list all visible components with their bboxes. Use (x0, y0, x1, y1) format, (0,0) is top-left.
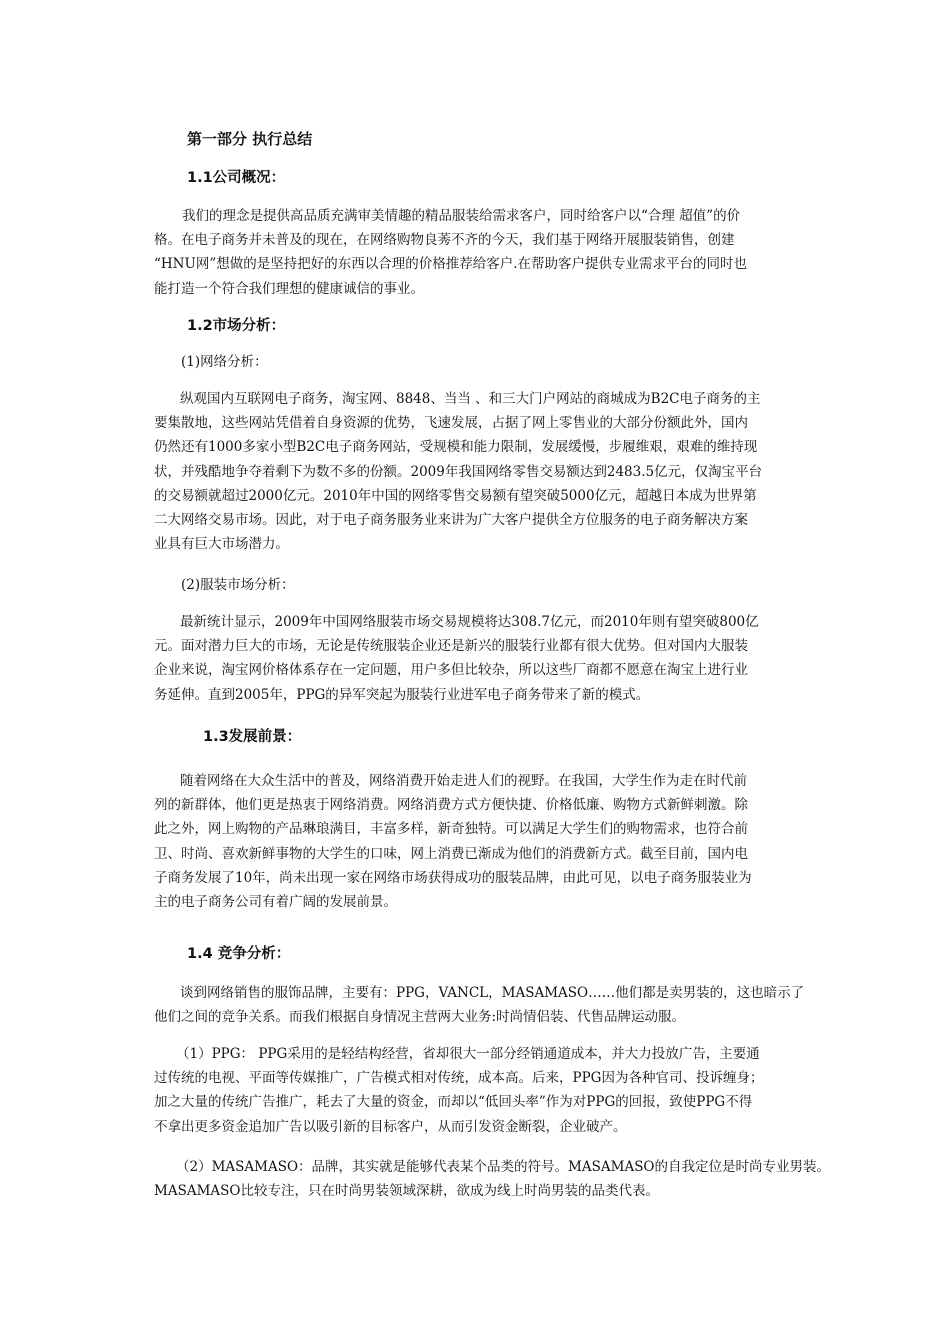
network-analysis-paragraph (154, 387, 814, 556)
text-line: 主的电子商务公司有着广阔的发展前景。 (154, 893, 397, 910)
text-line: MASAMASO比较专注，只在时尚男装领域深耕，欲成为线上时尚男装的品类代表。 (154, 1183, 659, 1200)
network-analysis-subheading: (1)网络分析： (181, 354, 268, 370)
section-1-2-heading: 1.2市场分析： (187, 318, 286, 334)
text-line: 此之外，网上购物的产品琳琅满目，丰富多样，新奇独特。可以满足大学生们的购物需求，也符合前 (154, 821, 748, 838)
text-line: 子商务发展了10年，尚未出现一家在网络市场获得成功的服装品牌，由此可见，以电子商务服装业为 (154, 869, 752, 886)
text-line: “HNU网”想做的是坚持把好的东西以合理的价格推荐给客户.在帮助客户提供专业需求平台的同时也 (154, 256, 748, 273)
text-line: 列的新群体，他们更是热衷于网络消费。网络消费方式方便快捷、价格低廉、购物方式新鲜刺激。除 (154, 797, 748, 814)
section-1-1-heading: 1.1公司概况： (187, 170, 286, 186)
text-line: 过传统的电视、平面等传媒推广，广告模式相对传统，成本高。后来，PPG因为各种官司、投诉缠身； (154, 1070, 764, 1087)
text-line: 谈到网络销售的服饰品牌，主要有：PPG，VANCL，MASAMASO……他们都是卖男装的，这也暗示了 (180, 985, 805, 1001)
text-line: 格。在电子商务并未普及的现在，在网络购物良莠不齐的今天，我们基于网络开展服装销售，创建 (154, 232, 735, 249)
text-line: （2）MASAMASO：品牌，其实就是能够代表某个品类的符号。MASAMASO的自我定位是时尚专业男装。 (176, 1159, 831, 1175)
masamaso-paragraph (154, 1155, 831, 1203)
text-line: 要集散地，这些网站凭借着自身资源的优势，飞速发展，占据了网上零售业的大部分份额此外，国内 (154, 415, 748, 432)
text-line: 他们之间的竞争关系。而我们根据自身情况主营两大业务:时尚情侣装、代售品牌运动服。 (154, 1009, 686, 1026)
text-line: 务延伸。直到2005年，PPG的异军突起为服装行业进军电子商务带来了新的模式。 (154, 686, 650, 703)
text-line: 纵观国内互联网电子商务，淘宝网、8848、当当 、和三大门户网站的商城成为B2C电子商务的主 (180, 391, 761, 407)
text-line: 业具有巨大市场潜力。 (154, 536, 289, 553)
page-title: 第一部分 执行总结 (187, 130, 313, 148)
text-line: 加之大量的传统广告推广，耗去了大量的资金，而却以“低回头率”作为对PPG的回报，致使PPG不得 (154, 1094, 753, 1111)
apparel-market-subheading: (2)服装市场分析： (181, 577, 295, 593)
text-line: 我们的理念是提供高品质充满审美情趣的精品服装给需求客户，同时给客户以“合理 超值”的价 (182, 208, 741, 224)
section-1-4-heading: 1.4 竞争分析： (187, 946, 291, 962)
apparel-market-paragraph (154, 610, 814, 707)
competition-intro-paragraph (154, 981, 814, 1029)
text-line: 二大网络交易市场。因此，对于电子商务服务业来讲为广大客户提供全方位服务的电子商务解决方案 (154, 511, 748, 528)
text-line: （1）PPG： PPG采用的是轻结构经营，省却很大一部分经销通道成本，并大力投放广告，主要通 (176, 1046, 760, 1062)
text-line: 仍然还有1000多家小型B2C电子商务网站，受规模和能力限制，发展缓慢，步履维艰，艰难的维持现 (154, 439, 758, 456)
text-line: 能打造一个符合我们理想的健康诚信的事业。 (154, 280, 424, 297)
text-line: 元。面对潜力巨大的市场，无论是传统服装企业还是新兴的服装行业都有很大优势。但对国内大服装 (154, 638, 748, 655)
text-line: 卫、时尚、喜欢新鲜事物的大学生的口味，网上消费已渐成为他们的消费新方式。截至目前，国内电 (154, 845, 748, 862)
text-line: 企业来说，淘宝网价格体系存在一定问题，用户多但比较杂，所以这些厂商都不愿意在淘宝上进行业 (154, 662, 748, 679)
text-line: 最新统计显示，2009年中国网络服装市场交易规模将达308.7亿元，而2010年则有望突破800亿 (180, 614, 759, 630)
text-line: 随着网络在大众生活中的普及，网络消费开始走进人们的视野。在我国，大学生作为走在时代前 (180, 773, 747, 789)
text-line: 不拿出更多资金追加广告以吸引新的目标客户，从而引发资金断裂，企业破产。 (154, 1118, 627, 1135)
section-1-3-heading: 1.3发展前景： (203, 729, 302, 745)
section-1-3-paragraph (154, 769, 814, 914)
ppg-paragraph (154, 1042, 814, 1139)
section-1-1-paragraph (154, 204, 814, 301)
text-line: 的交易额就超过2000亿元。2010年中国的网络零售交易额有望突破5000亿元，超越日本成为世界第 (154, 487, 757, 504)
text-line: 状，并残酷地争夺着剩下为数不多的份额。2009年我国网络零售交易额达到2483.5亿元，仅淘宝平台 (154, 463, 763, 480)
